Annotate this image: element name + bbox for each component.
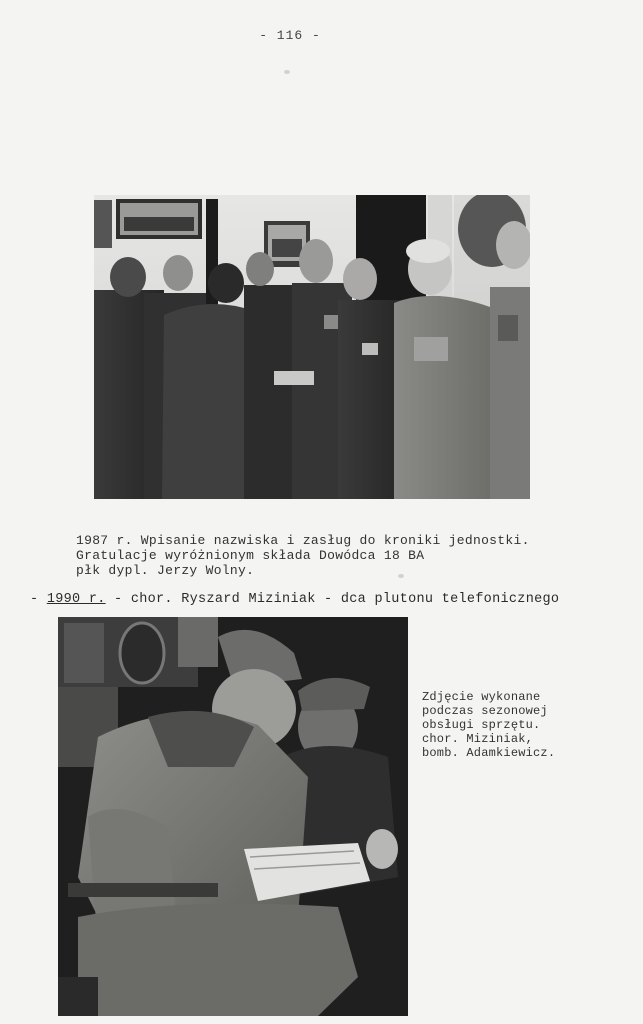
equipment-caption-line: Zdjęcie wykonane	[422, 690, 541, 704]
scan-mark	[398, 574, 404, 578]
equipment-caption-line: obsługi sprzętu.	[422, 718, 541, 732]
ceremony-caption-line: 1987 r. Wpisanie nazwiska i zasług do kroniki jednostki.	[76, 533, 530, 548]
ceremony-caption	[76, 533, 596, 578]
equipment-caption-line: podczas sezonowej	[422, 704, 548, 718]
scan-mark	[284, 70, 290, 74]
equipment-caption-line: bomb. Adamkiewicz.	[422, 746, 556, 760]
equipment-service-photo-illustration	[58, 617, 408, 1016]
equipment-service-caption	[422, 690, 632, 760]
ceremony-caption-line: Gratulacje wyróżnionym składa Dowódca 18 BA	[76, 548, 425, 563]
equipment-service-photo	[58, 617, 408, 1016]
section-heading-prefix: -	[30, 592, 47, 607]
page-number: - 116 -	[259, 28, 321, 43]
section-heading-year: 1990 r.	[46, 592, 106, 607]
ceremony-photo-illustration	[94, 195, 530, 499]
section-heading-text: - chor. Ryszard Miziniak - dca plutonu telefonicznego	[105, 592, 560, 607]
ceremony-photo	[94, 195, 530, 499]
equipment-caption-line: chor. Miziniak,	[422, 732, 534, 746]
section-heading	[30, 592, 620, 607]
ceremony-caption-line: płk dypl. Jerzy Wolny.	[76, 563, 255, 578]
